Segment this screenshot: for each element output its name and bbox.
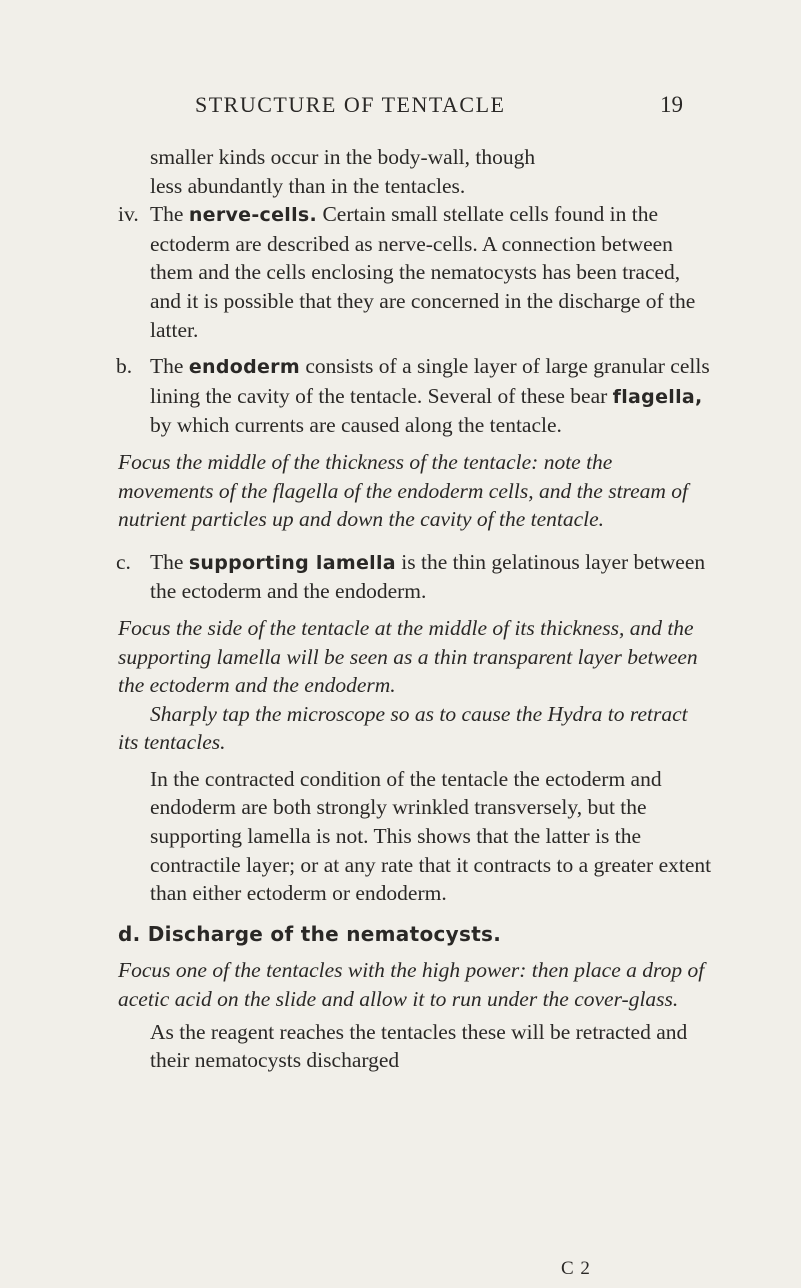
item-marker: b. (116, 354, 133, 379)
bold-term: endoderm (188, 356, 300, 379)
bold-term: nerve-cells. (188, 204, 318, 227)
bold-term: supporting lamella (188, 551, 396, 574)
item-b-endoderm (96, 352, 712, 440)
line: less abundantly than in the tentacles. (150, 173, 466, 198)
line: smaller kinds occur in the body-wall, though (150, 145, 536, 169)
item-marker: iv. (118, 202, 139, 227)
bold-term: flagella, (612, 385, 703, 408)
item-marker: c. (116, 549, 131, 574)
section-d-heading: d. Discharge of the nematocysts. (118, 921, 502, 946)
paragraph-contracted-condition: In the contracted condition of the tentacle the ectoderm and endoderm are both strongly wrinkled transversely, but the supporting lamella is not. This shows that the latter is the contractile layer; or at any rate that it contracts to a greater extent than either ectoderm or endoderm. (150, 766, 712, 906)
text-run: The (150, 354, 184, 379)
item-c-supporting-lamella (96, 548, 712, 606)
text-run: by which currents are caused along the tentacle. (150, 413, 562, 438)
text-run: Certain small stellate cells found in the ectoderm are described as nerve-cells. A connection between them and the cells enclosing the nematocysts has been traced, and it is possible that they are concerned in the discharge of the latter. (150, 202, 696, 342)
page-header (0, 92, 801, 122)
text-run: The (150, 549, 184, 574)
page-number: 19 (660, 92, 683, 117)
paragraph-continuation (96, 143, 712, 200)
item-iv-nerve-cells (96, 200, 712, 344)
text-run: The (150, 202, 184, 227)
running-title: STRUCTURE OF TENTACLE (195, 92, 506, 117)
text-run: is the thin gelatinous layer between the ectoderm and the endoderm. (150, 549, 706, 604)
body-text (96, 143, 712, 1075)
instruction-focus-high-power: Focus one of the tentacles with the high power: then place a drop of acetic acid on the slide and allow it to run under the cover-glass. (118, 958, 705, 1012)
text-run: consists of a single layer of large granular cells lining the cavity of the tentacle. Several of these bear (150, 354, 710, 408)
instruction-focus-1: Focus the middle of the thickness of the tentacle: note the movements of the flagella of the endoderm cells, and the stream of nutrient particles up and down the cavity of the tentacle. (118, 449, 689, 532)
signature-mark: C 2 (561, 1258, 591, 1279)
instruction-focus-2: Focus the side of the tentacle at the middle of its thickness, and the supporting lamella will be seen as a thin transparent layer between the ectoderm and the endoderm. (118, 615, 698, 698)
instruction-tap-microscope: Sharply tap the microscope so as to cause the Hydra to retract its tentacles. (118, 701, 688, 755)
paragraph-reagent: As the reagent reaches the tentacles these will be retracted and their nematocysts discharged (150, 1019, 688, 1073)
